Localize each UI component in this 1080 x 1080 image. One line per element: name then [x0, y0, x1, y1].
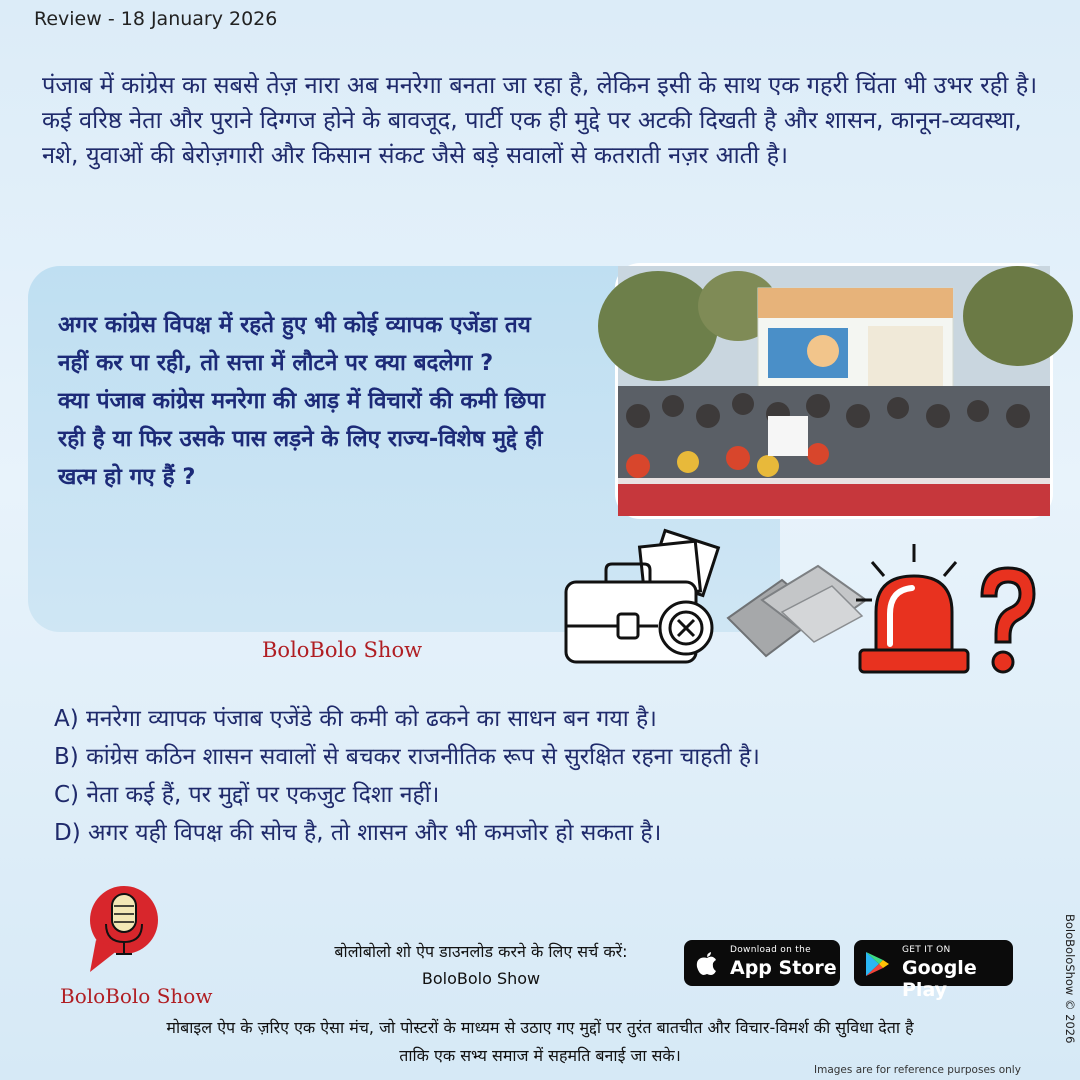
copyright-vertical	[1052, 910, 1077, 1050]
footer-line-2: ताकि एक सभ्य समाज में सहमति बनाई जा सके।	[399, 1046, 681, 1065]
brand-watermark: BoloBolo Show	[262, 638, 423, 662]
footer-line-1: मोबाइल ऐप के ज़रिए एक ऐसा मंच, जो पोस्टरों के माध्यम से उठाए गए मुद्दों पर तुरंत बातचीत और विचार-विमर्श की सुविधा देता है	[166, 1018, 914, 1037]
question-mark-icon	[972, 562, 1042, 678]
briefcase-cross-icon	[562, 534, 722, 670]
app-store-small-label: Download on the	[730, 945, 811, 955]
google-play-small-label: GET IT ON	[902, 945, 951, 955]
question-text	[58, 306, 558, 496]
bolobolo-logo-icon	[88, 884, 160, 974]
review-date: Review - 18 January 2026	[34, 8, 278, 30]
disclaimer: Images are for reference purposes only	[814, 1064, 1021, 1076]
app-store-big-label: App Store	[730, 957, 837, 979]
download-prompt	[296, 938, 666, 992]
download-prompt-text: बोलोबोलो शो ऐप डाउनलोड करने के लिए सर्च करें:	[334, 942, 628, 961]
download-app-name: BoloBolo Show	[421, 969, 541, 988]
google-play-big-label: Google Play	[902, 957, 977, 1001]
option-a[interactable]: A) मनरेगा व्यापक पंजाब एजेंडे की कमी को ढकने का साधन बन गया है।	[54, 706, 657, 732]
app-store-button[interactable]	[684, 940, 840, 986]
option-d[interactable]: D) अगर यही विपक्ष की सोच है, तो शासन और भी कमजोर हो सकता है।	[54, 820, 662, 846]
svg-text:BoloBoloShow © 2026: BoloBoloShow © 2026	[1063, 914, 1077, 1044]
logo-brand-name: BoloBolo Show	[60, 984, 213, 1008]
footer-text	[20, 1014, 1060, 1070]
google-play-button[interactable]	[854, 940, 1013, 1001]
intro-paragraph: पंजाब में कांग्रेस का सबसे तेज़ नारा अब मनरेगा बनता जा रहा है, लेकिन इसी के साथ एक गहरी चिंता भी उभर रही है। कई वरिष्ठ नेता और पुराने दिग्गज होने के बावजूद, पार्टी एक ही मुद्दे पर अटकी दिखती है और शासन, कानून-व्यवस्था, नशे, युवाओं की बेरोज़गारी और किसान संकट जैसे बड़े सवालों से कतराती नज़र आती है।	[42, 71, 1038, 169]
drug-packets-icon	[722, 560, 872, 660]
apple-icon	[696, 950, 718, 976]
question-line-1: अगर कांग्रेस विपक्ष में रहते हुए भी कोई व्यापक एजेंडा तय नहीं कर पा रही, तो सत्ता में लौटने पर क्या बदलेगा ?	[58, 312, 531, 376]
option-b[interactable]: B) कांग्रेस कठिन शासन सवालों से बचकर राजनीतिक रूप से सुरक्षित रहना चाहती है।	[54, 744, 760, 770]
question-line-2: क्या पंजाब कांग्रेस मनरेगा की आड़ में विचारों की कमी छिपा रही है या फिर उसके पास लड़ने के लिए राज्य-विशेष मुद्दे ही खत्म हो गए हैं ?	[58, 388, 546, 490]
google-play-icon	[864, 950, 890, 978]
answer-options	[54, 700, 1054, 852]
rally-photo	[618, 266, 1050, 516]
option-c[interactable]: C) नेता कई हैं, पर मुद्दों पर एकजुट दिशा नहीं।	[54, 782, 440, 808]
siren-icon	[854, 540, 974, 676]
